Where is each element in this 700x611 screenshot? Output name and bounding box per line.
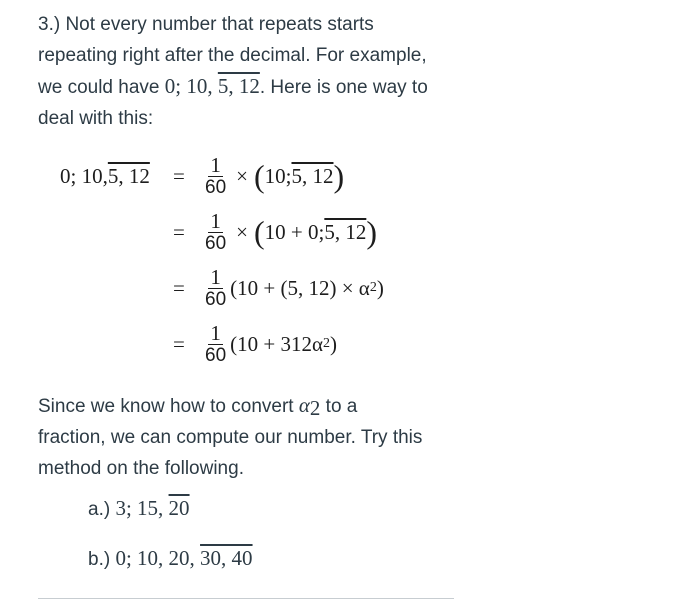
fraction-one-sixtieth: $\frac{1}{60}$ [205, 152, 227, 198]
fraction-one-sixtieth: $\frac{1}{60}$ [205, 264, 227, 310]
exercise-a-plain: 3; 15, [115, 496, 169, 520]
example-number-repeat: 5, 12 [217, 74, 260, 98]
exercise-b-repeat: 30, 40 [200, 546, 253, 570]
equals-sign: = [173, 275, 185, 300]
alpha-subscript: 2 [309, 396, 321, 420]
alpha-symbol: α [298, 393, 310, 417]
exercise-a [88, 496, 190, 521]
intro-line-3 [38, 71, 458, 103]
derivation-row-1 [60, 148, 460, 204]
derivation-row-2 [60, 204, 460, 260]
close-paren: ) [333, 158, 345, 194]
lhs-repeat: 5, 12 [107, 163, 150, 188]
row3-close-paren: ) [376, 275, 384, 300]
exercise-a-repeat: 20 [168, 496, 190, 520]
after-line-1-pre: Since we know how to convert [38, 396, 299, 417]
open-paren: ( [253, 214, 265, 250]
after-line-2: fraction, we can compute our number. Try this [38, 427, 423, 448]
example-number-plain: 0; 10, [164, 74, 218, 98]
row1-plain: 10; [264, 163, 292, 188]
open-paren: ( [253, 158, 265, 194]
intro-line-3-pre: we could have [38, 77, 165, 98]
times-sign: × [236, 219, 248, 244]
exercise-b-label: b.) [88, 549, 116, 570]
exercise-a-label: a.) [88, 499, 116, 520]
row2-repeat: 5, 12 [324, 219, 367, 244]
fraction-one-sixtieth: $\frac{1}{60}$ [205, 320, 227, 366]
after-line-3: method on the following. [38, 458, 244, 479]
equals-sign: = [173, 219, 185, 244]
instructions-paragraph [38, 390, 458, 484]
after-line-1 [38, 390, 458, 422]
divider [38, 598, 454, 599]
times-sign: × [236, 163, 248, 188]
row3-expression: (10 + (5, 12) × α [230, 275, 370, 300]
row2-plain: 10 + 0; [264, 219, 325, 244]
derivation-row-3: = $\frac{1}{60}$ (10 + (5, 12) × α 2 ) [173, 264, 384, 310]
derivation-row-4: = $\frac{1}{60}$ (10 + 312α 2 ) [173, 320, 337, 366]
fraction-one-sixtieth: $\frac{1}{60}$ [205, 208, 227, 254]
equals-sign: = [173, 163, 185, 188]
intro-line-2: repeating right after the decimal. For example, [38, 45, 427, 66]
intro-line-4: deal with this: [38, 108, 154, 129]
after-line-1-post: to a [320, 396, 358, 417]
intro-line-1: 3.) Not every number that repeats starts [38, 14, 374, 35]
intro-paragraph [38, 9, 458, 134]
close-paren: ) [366, 214, 377, 250]
row4-expression: (10 + 312α [230, 331, 323, 356]
row4-close-paren: ) [329, 331, 337, 356]
row1-repeat: 5, 12 [291, 163, 334, 188]
equals-sign: = [173, 331, 185, 356]
exercise-b [88, 546, 253, 571]
intro-line-3-post: . Here is one way to [259, 77, 428, 98]
lhs-plain: 0; 10, [60, 163, 108, 188]
exercise-b-plain: 0; 10, 20, [115, 546, 201, 570]
